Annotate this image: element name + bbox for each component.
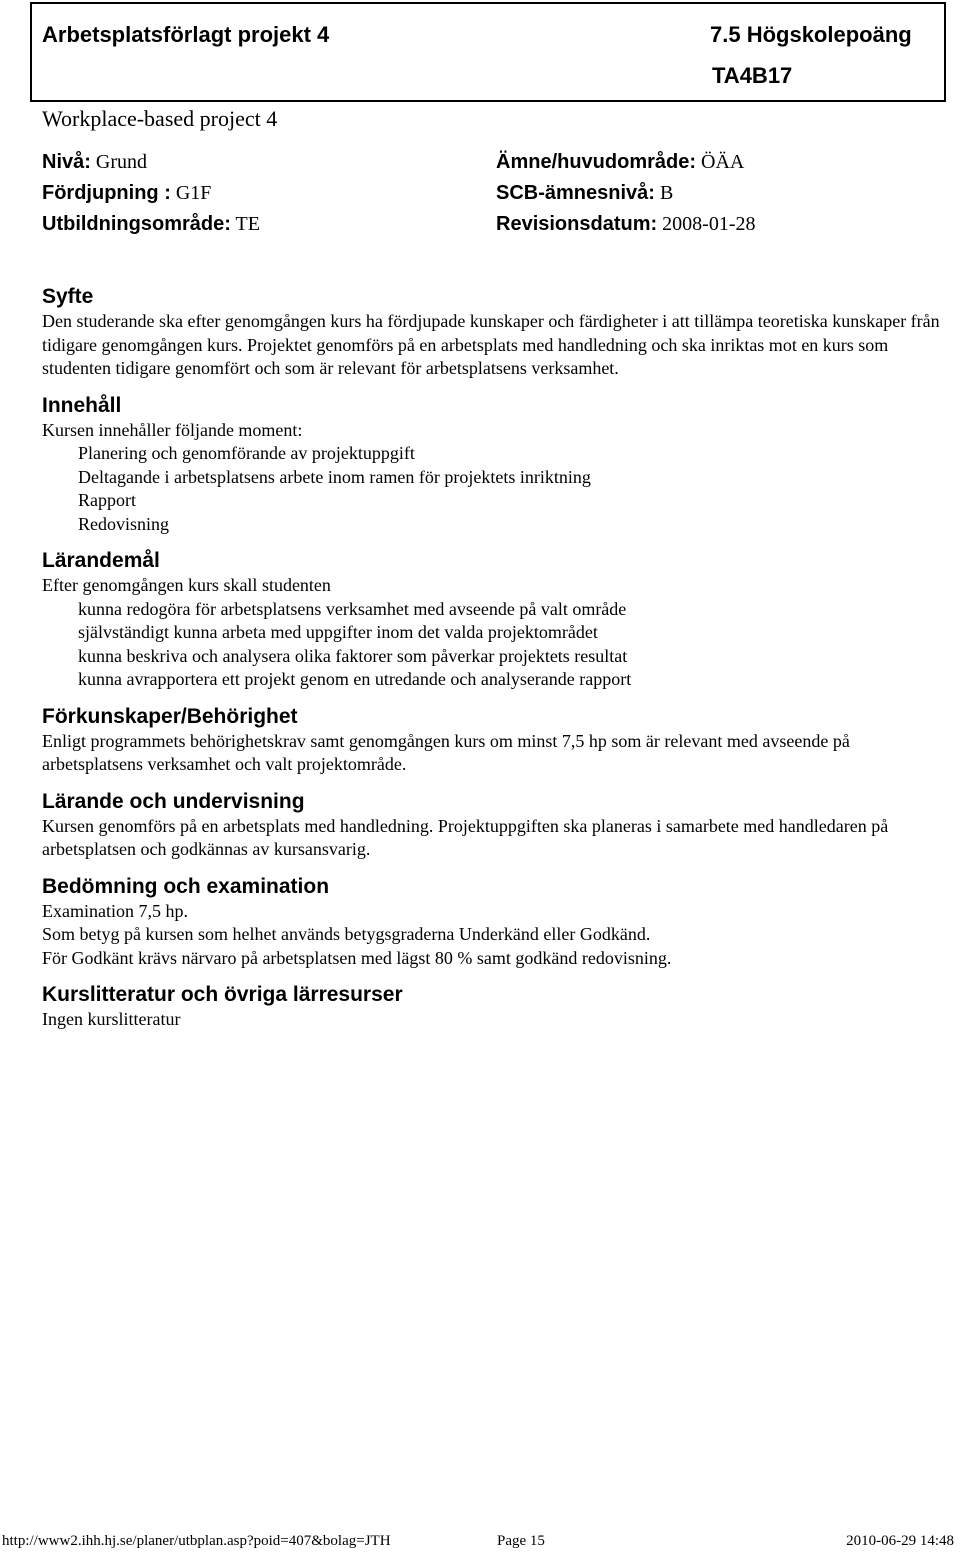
section-heading: Kurslitteratur och övriga lärresurser: [42, 983, 403, 1006]
meta-value: G1F: [170, 182, 212, 204]
meta-scb: [496, 182, 673, 204]
list-item: självständigt kunna arbeta med uppgifter inom det valda projektområdet: [78, 622, 598, 642]
meta-utbildningsomrade: [42, 213, 260, 235]
section-line: För Godkänt krävs närvaro på arbetsplatsen med lägst 80 % samt godkänd redovisning.: [42, 947, 672, 968]
meta-label: Ämne/huvudområde:: [496, 151, 697, 173]
meta-label: Nivå:: [42, 151, 91, 173]
section-line: Examination 7,5 hp.: [42, 900, 188, 921]
list-item: kunna avrapportera ett projekt genom en utredande och analyserande rapport: [78, 669, 632, 689]
section-innehall: [42, 393, 942, 537]
section-heading: Bedömning och examination: [42, 874, 330, 898]
section-heading: Förkunskaper/Behörighet: [42, 704, 298, 728]
list-item: Redovisning: [78, 513, 170, 534]
section-heading: Innehåll: [42, 393, 122, 417]
meta-revision: [496, 213, 755, 235]
section-heading: Lärande och undervisning: [42, 789, 305, 813]
course-title: Arbetsplatsförlagt projekt 4: [42, 22, 330, 47]
section-text: Den studerande ska efter genomgången kurs ha fördjupade kunskaper och färdigheter i att tillämpa teoretiska kunskaper från tidigare genomgången kurs. Projektet genomförs på en arbetsplats med handledning och ska inriktas mot en kurs som studenten tidigare genomfört och som är relevant för arbetsplatsens verksamhet.: [42, 311, 940, 378]
section-line: Som betyg på kursen som helhet används betygsgraderna Underkänd eller Godkänd.: [42, 924, 651, 944]
meta-fordjupning: [42, 182, 211, 204]
meta-amne: [496, 151, 744, 173]
section-text: Enligt programmets behörighetskrav samt genomgången kurs om minst 7,5 hp som är relevant med avseende på arbetsplatsens verksamhet och valt projektområde.: [42, 730, 850, 774]
footer-page: Page 15: [497, 1533, 545, 1549]
meta-value: TE: [230, 213, 260, 235]
meta-value: ÖÄA: [696, 151, 745, 173]
list-item: Planering och genomförande av projektuppgift: [78, 443, 415, 463]
course-subtitle: Workplace-based project 4: [42, 106, 278, 131]
meta-label: Revisionsdatum:: [496, 213, 658, 235]
meta-niva: [42, 151, 147, 173]
section-syfte: [42, 284, 942, 381]
section-heading: Syfte: [42, 285, 94, 308]
meta-label: Fördjupning :: [42, 182, 171, 204]
course-code: TA4B17: [712, 63, 793, 88]
list-item: Rapport: [78, 490, 136, 510]
footer-timestamp: 2010-06-29 14:48: [846, 1533, 954, 1549]
section-intro: Efter genomgången kurs skall studenten: [42, 575, 331, 595]
list-item: Deltagande i arbetsplatsens arbete inom ramen för projektets inriktning: [78, 466, 591, 487]
section-larande: [42, 789, 942, 862]
section-bedomning: [42, 874, 942, 971]
section-text: Ingen kurslitteratur: [42, 1009, 181, 1029]
title-box: [30, 2, 946, 102]
credits: 7.5 Högskolepoäng: [710, 22, 912, 47]
footer-url: http://www2.ihh.hj.se/planer/utbplan.asp?poid=407&bolag=JTH: [2, 1533, 391, 1549]
list-item: kunna redogöra för arbetsplatsens verksamhet med avseende på valt område: [78, 598, 627, 619]
section-larandemal: [42, 548, 942, 692]
section-litteratur: [42, 982, 942, 1032]
section-text: Kursen genomförs på en arbetsplats med handledning. Projektuppgiften ska planeras i samarbete med handledaren på arbetsplatsen och godkännas av kursansvarig.: [42, 815, 889, 859]
meta-value: Grund: [90, 151, 148, 173]
meta-label: Utbildningsområde:: [42, 213, 231, 235]
course-content: [42, 284, 942, 1044]
section-intro: Kursen innehåller följande moment:: [42, 419, 303, 440]
list-item: kunna beskriva och analysera olika faktorer som påverkar projektets resultat: [78, 645, 628, 666]
meta-label: SCB-ämnesnivå:: [496, 182, 655, 204]
meta-value: 2008-01-28: [657, 213, 756, 235]
section-forkunskaper: [42, 704, 942, 777]
meta-value: B: [654, 182, 674, 204]
section-heading: Lärandemål: [42, 549, 160, 572]
